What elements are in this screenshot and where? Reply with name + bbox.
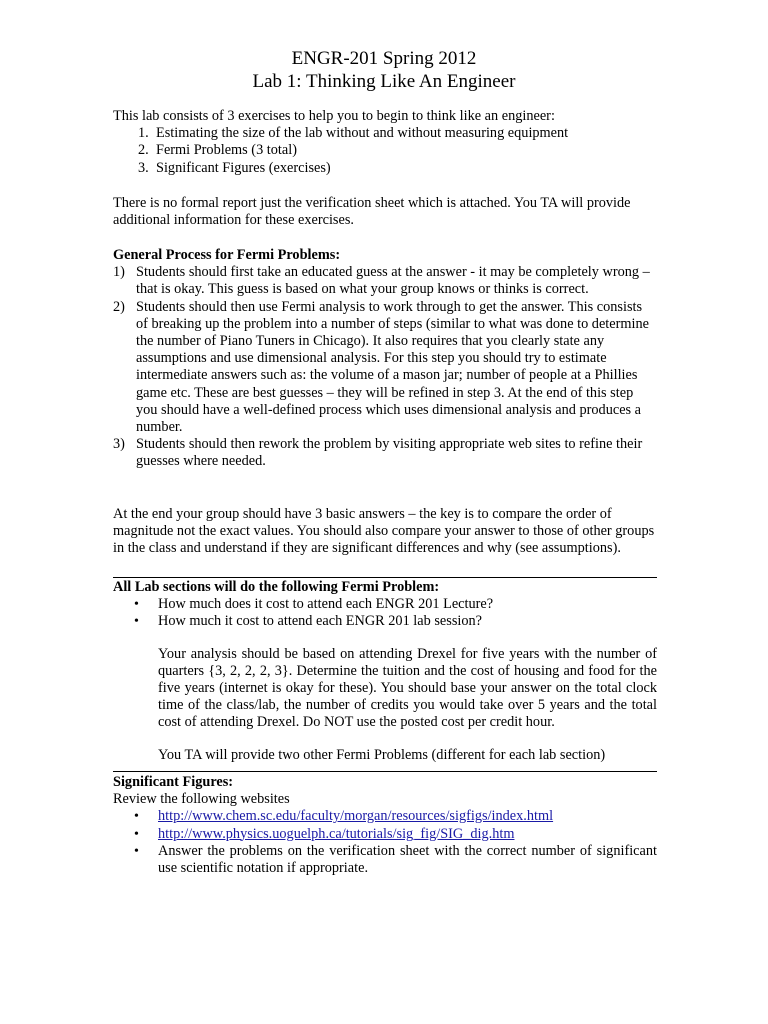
list-item [113,299,657,437]
list-item [113,613,657,630]
item-number: 2. [138,142,149,159]
list-item [113,125,657,142]
report-note-text: There is no formal report just the verification sheet which is attached. You TA will provide additional information for these exercises. [113,195,631,229]
bullet-icon: • [134,843,139,859]
sig-figs-review-text: Review the following websites [113,791,290,808]
bullet-icon: • [134,809,139,825]
list-item [113,596,657,613]
sig-figs-section [113,774,657,877]
step-number: 2) [113,298,125,315]
step-number: 1) [113,264,125,281]
section-divider [113,577,657,578]
question-text: How much it cost to attend each ENGR 201 lab session? [158,613,482,630]
answer-instruction-text: Answer the problems on the verification sheet with the correct number of significant use scientific notation if appropriate. [158,842,657,877]
analysis-text: Your analysis should be based on attending Drexel for five years with the number of quarters {3, 2, 2, 2, 3}. Determine the tuition and the cost of housing and food for the five years (internet is okay for these). You should base your answer on the total clock time of the class/lab, the number of credits you would take over 5 years and the total cost of attending Drexel. Do NOT use the posted cost per credit hour. [158,645,657,731]
ta-note-text: You TA will provide two other Fermi Problems (different for each lab section) [158,746,606,763]
chem-sigfigs-link[interactable]: http://www.chem.sc.edu/faculty/morgan/resources/sigfigs/index.html [158,808,554,825]
sig-figs-heading: Significant Figures: [113,774,234,790]
sig-figs-list [113,808,657,877]
end-note [113,506,657,558]
intro-text: This lab consists of 3 exercises to help you to begin to think like an engineer: [113,108,555,124]
general-process-heading: General Process for Fermi Problems: [113,247,341,263]
list-item [113,436,657,470]
bullet-icon: • [134,614,139,630]
step-text: Students should first take an educated guess at the answer - it may be completely wrong – that is okay. This guess is based on what your group knows or thinks is correct. [136,264,650,298]
intro-section [113,108,657,177]
item-number: 3. [138,159,149,176]
all-lab-heading: All Lab sections will do the following Fermi Problem: [113,579,440,595]
step-text: Students should then rework the problem by visiting appropriate web sites to refine their guesses where needed. [136,436,643,470]
end-note-text: At the end your group should have 3 basic answers – the key is to compare the order of magnitude not the exact values. You should also compare your answer to those of other groups in the class and understand if they are significant differences and why (see assumptions). [113,506,655,557]
list-item [113,826,657,843]
list-item [113,264,657,298]
step-number: 3) [113,436,125,453]
item-text: Estimating the size of the lab without and without measuring equipment [156,125,569,142]
item-text: Significant Figures (exercises) [156,159,331,176]
question-text: How much does it cost to attend each ENGR 201 Lecture? [158,596,494,613]
section-divider [113,771,657,772]
list-item [113,808,657,825]
bullet-icon: • [134,597,139,613]
report-note [113,195,657,229]
all-lab-section [113,579,657,764]
list-item [113,160,657,177]
item-number: 1. [138,125,149,142]
item-text: Fermi Problems (3 total) [156,142,297,159]
lab-title: Lab 1: Thinking Like An Engineer [252,71,516,92]
step-text: Students should then use Fermi analysis to work through to get the answer. This consists of breaking up the problem into a number of steps (similar to what was done to determine the number of Piano Tuners in Chicago). It also requires that you clearly state any assumptions and use dimensional analysis. For this step you should try to estimate intermediate answers such as: the volume of a mason jar; number of people at a Phillies game etc. These are best guesses – they will be refined in step 3. At the end of this step you should have a well-defined process which uses dimensional analysis and produces a number. [136,298,649,436]
general-process-section [113,247,657,471]
physics-sigfigs-link[interactable]: http://www.physics.uoguelph.ca/tutorials/sig_fig/SIG_dig.htm [158,825,515,842]
fermi-question-list [113,596,657,630]
list-item [113,142,657,159]
course-title: ENGR-201 Spring 2012 [291,48,477,69]
bullet-icon: • [134,826,139,842]
process-steps [113,264,657,470]
list-item [113,843,657,877]
exercise-list [113,125,657,177]
